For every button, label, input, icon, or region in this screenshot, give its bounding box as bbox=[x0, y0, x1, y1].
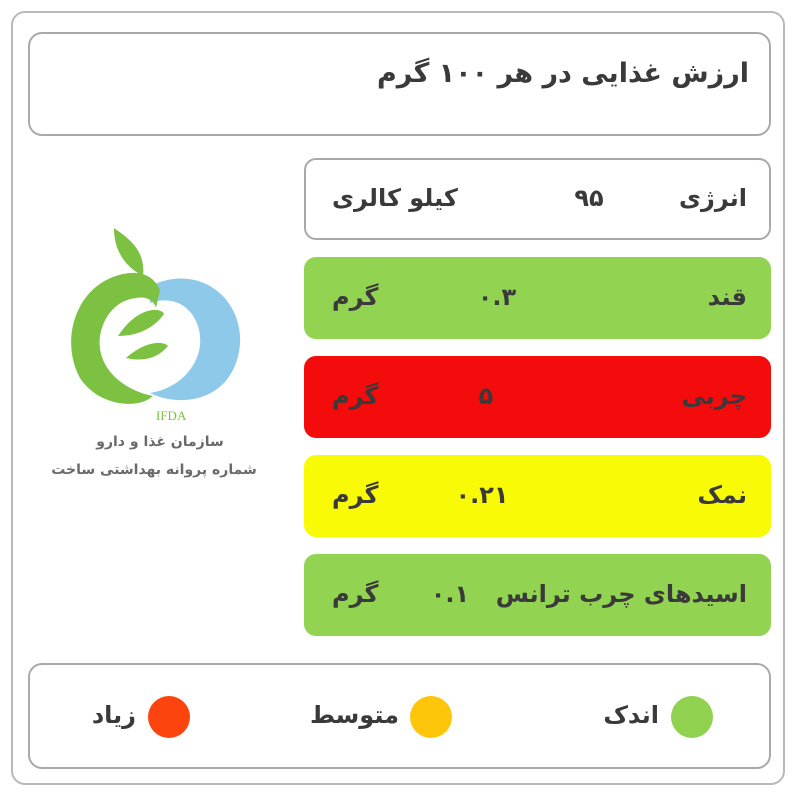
nutrient-value: ۰.۳ bbox=[477, 283, 517, 311]
nutrient-unit: گرم bbox=[332, 382, 379, 410]
legend-label-medium: متوسط bbox=[309, 701, 399, 729]
legend-dot-high bbox=[148, 696, 190, 738]
nutrient-name: نمک bbox=[697, 481, 747, 509]
ifda-logo bbox=[58, 218, 248, 428]
nutrient-row bbox=[304, 158, 771, 240]
legend-box bbox=[28, 663, 771, 769]
nutrient-row bbox=[304, 257, 771, 339]
legend-label-low: اندک bbox=[603, 701, 659, 729]
license-text: شماره پروانه بهداشتی ساخت bbox=[51, 462, 257, 478]
nutrient-value: ۰.۱ bbox=[430, 580, 470, 608]
logo-ifda-text: IFDA bbox=[156, 408, 187, 423]
label-title: ارزش غذایی در هر ۱۰۰ گرم bbox=[376, 58, 749, 89]
nutrient-unit: گرم bbox=[332, 283, 379, 311]
nutrient-value: ۹۵ bbox=[574, 184, 604, 212]
nutrient-name: انرژی bbox=[679, 184, 747, 212]
legend-dot-medium bbox=[410, 696, 452, 738]
nutrient-value: ۰.۲۱ bbox=[455, 481, 509, 509]
nutrient-unit: گرم bbox=[332, 481, 379, 509]
legend-label-high: زیاد bbox=[91, 701, 136, 729]
nutrient-row bbox=[304, 356, 771, 438]
org-name: سازمان غذا و دارو bbox=[96, 434, 224, 450]
nutrient-name: چربی bbox=[681, 382, 747, 410]
nutrient-unit: کیلو کالری bbox=[332, 184, 458, 212]
legend-dot-low bbox=[671, 696, 713, 738]
nutrient-row bbox=[304, 455, 771, 537]
nutrient-name: قند bbox=[707, 283, 747, 311]
nutrient-row bbox=[304, 554, 771, 636]
nutrient-unit: گرم bbox=[332, 580, 379, 608]
title-box bbox=[28, 32, 771, 136]
nutrient-name: اسیدهای چرب ترانس bbox=[495, 580, 747, 608]
nutrient-value: ۵ bbox=[478, 382, 494, 410]
